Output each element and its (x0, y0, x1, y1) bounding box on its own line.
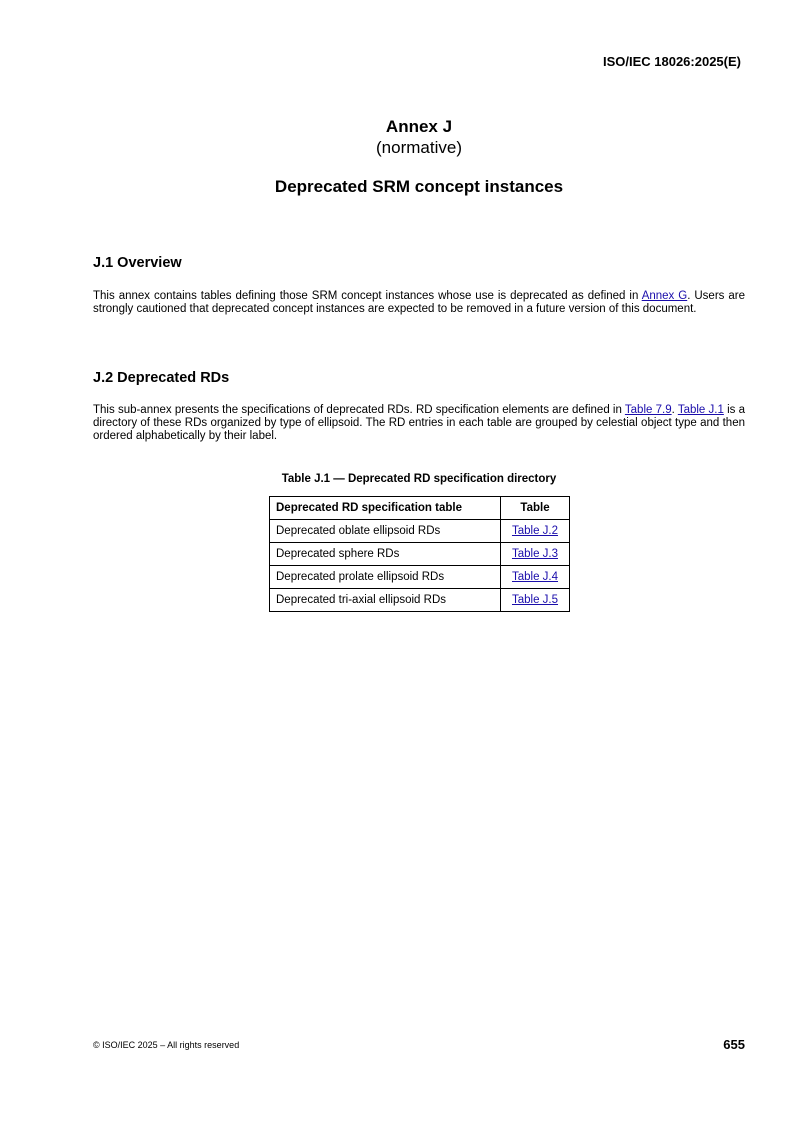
deprecated-rds-text-3: is a directory of these RDs organized by type of ellipsoid. The RD entries in each table are grouped by celestial object type and then ordered alphabetically by their label. (93, 404, 746, 442)
row-name: Deprecated oblate ellipsoid RDs (270, 520, 501, 543)
table-row (270, 589, 570, 612)
row-name: Deprecated prolate ellipsoid RDs (270, 566, 501, 589)
row-ref-cell (501, 566, 570, 589)
overview-paragraph (93, 290, 745, 316)
deprecated-rds-text-2: . (671, 404, 678, 416)
table-row (270, 566, 570, 589)
row-name: Deprecated tri-axial ellipsoid RDs (270, 589, 501, 612)
section-heading-overview: J.1 Overview (93, 255, 182, 271)
table-j-2-link[interactable]: Table J.2 (511, 525, 559, 537)
copyright-notice: © ISO/IEC 2025 – All rights reserved (93, 1040, 240, 1050)
annex-subtitle: (normative) (376, 138, 462, 157)
annex-heading: Deprecated SRM concept instances (274, 177, 564, 196)
section-heading-deprecated-rds: J.2 Deprecated RDs (93, 370, 230, 386)
row-ref-cell (501, 520, 570, 543)
table-caption: Table J.1 — Deprecated RD specification directory (281, 473, 557, 485)
page-number: 655 (723, 1037, 745, 1052)
table-row (270, 543, 570, 566)
deprecated-rds-text-1: This sub-annex presents the specifications of deprecated RDs. RD specification elements are defined in (93, 404, 625, 416)
row-ref-cell (501, 543, 570, 566)
overview-text-2: . Users are strongly cautioned that deprecated concept instances are expected to be removed in a future version of this document. (93, 290, 745, 315)
column-header-table: Table (501, 497, 570, 520)
overview-text-1: This annex contains tables defining those SRM concept instances whose use is deprecated as defined in (93, 290, 642, 302)
table-j-3-link[interactable]: Table J.3 (511, 548, 559, 560)
column-header-spec-table: Deprecated RD specification table (270, 497, 501, 520)
table-7-9-link[interactable]: Table 7.9 (624, 404, 672, 416)
table-j-1-link[interactable]: Table J.1 (677, 404, 724, 416)
row-name: Deprecated sphere RDs (270, 543, 501, 566)
table-row (270, 520, 570, 543)
deprecated-rds-paragraph (93, 404, 745, 443)
table-j-5-link[interactable]: Table J.5 (511, 594, 559, 606)
annex-g-link[interactable]: Annex G (641, 290, 688, 302)
table-j-4-link[interactable]: Table J.4 (511, 571, 559, 583)
table-header-row (270, 497, 570, 520)
rd-directory-table (269, 496, 570, 612)
row-ref-cell (501, 589, 570, 612)
document-id: ISO/IEC 18026:2025(E) (602, 54, 741, 69)
annex-title: Annex J (385, 117, 453, 136)
